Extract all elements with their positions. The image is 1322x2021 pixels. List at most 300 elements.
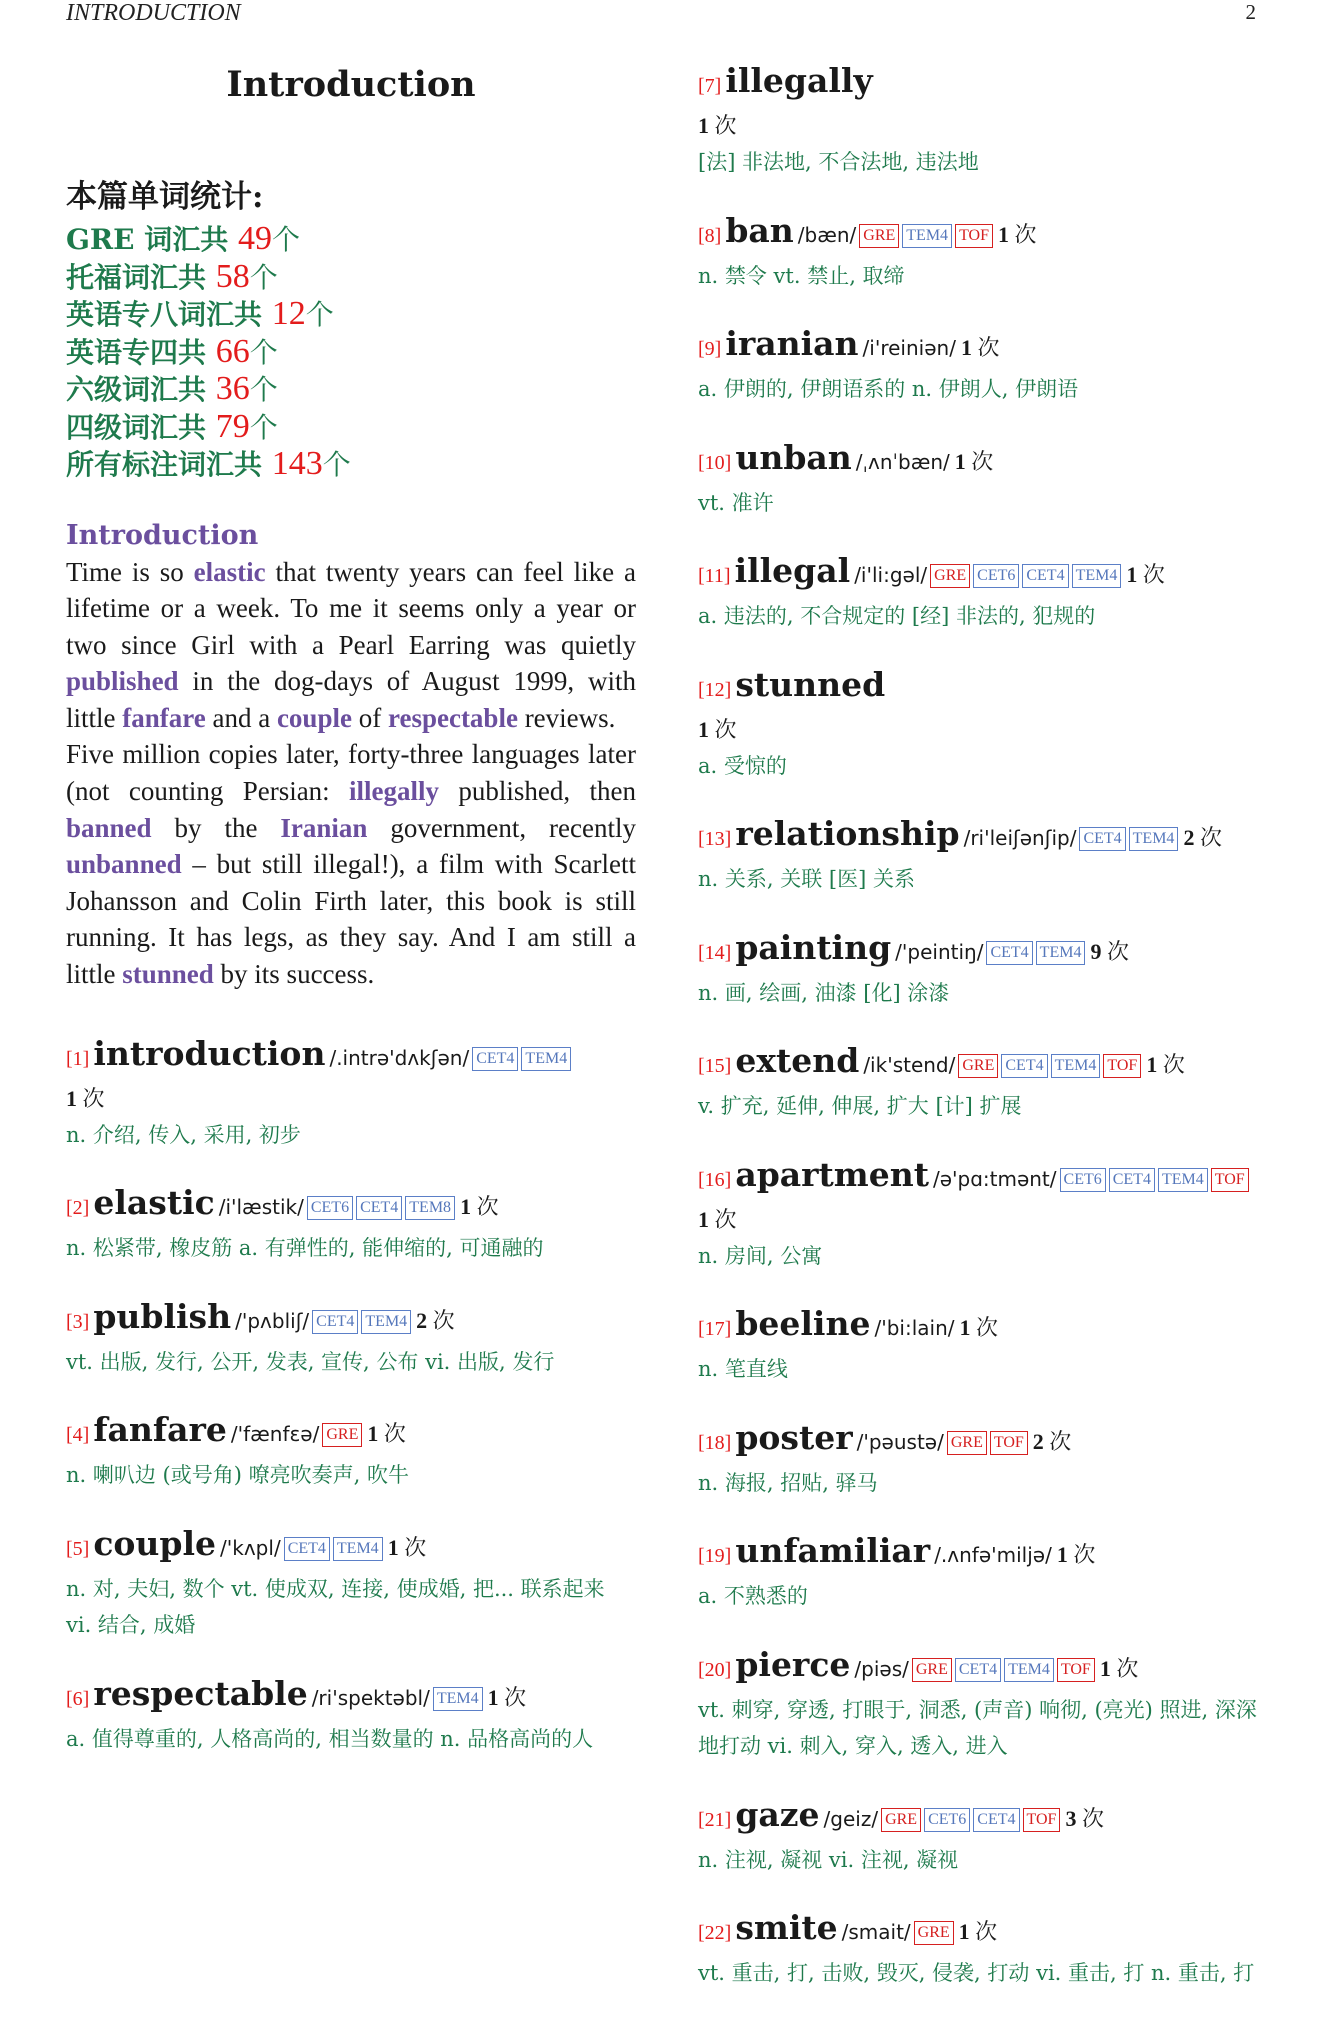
entry-head (698, 550, 1270, 598)
count-unit: 次 (1162, 1052, 1185, 1077)
vocab-entry (698, 1417, 1270, 1502)
stats-row (66, 259, 636, 297)
entry-number: [21] (698, 1808, 732, 1831)
entry-number: [8] (698, 224, 722, 247)
passage-segment: Five million copies later, forty-three languages later (not counting Persian: (66, 739, 636, 807)
stats-unit: 个 (272, 223, 301, 256)
exam-tag: GRE (930, 564, 970, 588)
exam-tag: CET6 (924, 1808, 970, 1832)
headword[interactable]: fanfare (93, 1410, 227, 1450)
definition: vt. 准许 (698, 490, 774, 515)
headword[interactable]: poster (735, 1417, 853, 1457)
stats-unit: 个 (322, 448, 351, 481)
pronunciation: /i'læstik/ (218, 1195, 304, 1220)
passage-segment: by its success. (213, 959, 375, 990)
occurrence-count (1057, 1542, 1096, 1567)
headword[interactable]: ban (725, 210, 794, 250)
headword[interactable]: stunned (735, 664, 886, 704)
entry-head (66, 1409, 636, 1457)
occurrence-count (1126, 562, 1165, 587)
exam-tag: TOF (1057, 1658, 1095, 1682)
stats-title: 本篇单词统计: (66, 179, 264, 215)
stats-count: 143 (271, 445, 323, 482)
stats-row (66, 409, 636, 447)
entry-number: [19] (698, 1545, 732, 1567)
count-value: 1 (387, 1534, 399, 1560)
exam-tag: TEM4 (1004, 1658, 1054, 1682)
highlighted-word[interactable]: respectable (387, 702, 518, 733)
occurrence-count (367, 1421, 406, 1446)
headword[interactable]: illegal (734, 551, 851, 590)
vocab-entry (698, 1530, 1270, 1615)
stats-label: 所有标注词汇共 (66, 448, 263, 481)
entry-number: [14] (698, 941, 732, 964)
count-unit: 次 (971, 448, 994, 474)
stats-row (66, 221, 636, 259)
entry-head (698, 323, 1270, 371)
entry-head (698, 210, 1270, 258)
entry-head (698, 1530, 1270, 1578)
vocab-entry (698, 550, 1270, 635)
occurrence-count (1183, 825, 1222, 850)
entry-number: [10] (698, 451, 732, 474)
occurrence-count (460, 1194, 499, 1219)
headword[interactable]: unfamiliar (735, 1531, 931, 1570)
entry-head (66, 1182, 636, 1230)
vocab-entry (66, 1523, 636, 1644)
definition: n. 松紧带, 橡皮筋 a. 有弹性的, 能伸缩的, 可通融的 (66, 1236, 544, 1261)
occurrence-count (1033, 1429, 1072, 1454)
definition: n. 关系, 关联 [医] 关系 (698, 867, 915, 891)
headword[interactable]: publish (93, 1296, 232, 1336)
vocab-entry (66, 1182, 636, 1267)
vocab-entry (698, 664, 1270, 785)
definition: n. 禁令 vt. 禁止, 取缔 (698, 263, 905, 288)
entry-number: [7] (698, 75, 722, 97)
passage-segment: published, then (439, 776, 636, 807)
exam-tag: CET4 (986, 941, 1032, 965)
headword[interactable]: iranian (725, 324, 859, 363)
exam-tag: CET4 (1079, 827, 1125, 851)
stats-label: 四级词汇共 (66, 410, 207, 444)
definition: n. 房间, 公寓 (698, 1243, 823, 1268)
count-unit: 次 (975, 1315, 998, 1340)
definition: a. 值得尊重的, 人格高尚的, 相当数量的 n. 品格高尚的人 (66, 1726, 594, 1751)
count-unit: 次 (1049, 1428, 1072, 1454)
stats-count: 58 (215, 257, 250, 295)
pronunciation: /i'reiniən/ (862, 336, 956, 360)
occurrence-count (388, 1535, 427, 1560)
exam-tag: GRE (912, 1658, 952, 1682)
entry-head (698, 60, 1270, 108)
definition: n. 海报, 招贴, 驿马 (698, 1470, 878, 1495)
entry-number: [13] (698, 828, 732, 850)
highlighted-word[interactable]: published (66, 666, 179, 697)
stats-count: 49 (238, 220, 273, 257)
headword[interactable]: respectable (93, 1673, 308, 1713)
vocab-entry (66, 1409, 636, 1494)
highlighted-word[interactable]: couple (276, 702, 352, 733)
count-value: 1 (960, 335, 972, 360)
highlighted-word[interactable]: illegally (349, 776, 440, 807)
stats-row (66, 446, 636, 484)
count-value: 1 (66, 1085, 77, 1111)
pronunciation: /'bi:lain/ (874, 1316, 955, 1340)
headword[interactable]: gaze (735, 1794, 820, 1834)
occurrence-count (955, 449, 994, 474)
count-value: 1 (998, 221, 1009, 247)
count-value: 1 (698, 113, 709, 138)
pronunciation: /'kʌpl/ (220, 1535, 281, 1560)
pronunciation: /'peintiŋ/ (895, 939, 984, 964)
vocab-entry (698, 1154, 1270, 1275)
entry-number: [5] (66, 1537, 90, 1560)
vocab-entry (66, 1673, 636, 1758)
exam-tag: CET4 (1001, 1054, 1047, 1078)
exam-tag: CET4 (472, 1047, 518, 1071)
definition: a. 违法的, 不合规定的 [经] 非法的, 犯规的 (698, 604, 1096, 628)
pronunciation: /.ʌnfə'miljə/ (934, 1543, 1052, 1567)
count-value: 2 (1032, 1428, 1044, 1454)
definition: a. 不熟悉的 (698, 1584, 808, 1608)
stats-label: 英语专四共 (66, 335, 207, 369)
vocab-entry (698, 1040, 1270, 1125)
pronunciation: /ri'spektəbl/ (311, 1685, 430, 1710)
entry-number: [9] (698, 338, 722, 360)
exam-tag: CET4 (955, 1658, 1001, 1682)
count-value: 1 (698, 1206, 709, 1232)
vocab-entry (698, 210, 1270, 295)
count-value: 2 (416, 1307, 428, 1333)
exam-tag: GRE (322, 1423, 362, 1447)
count-value: 1 (367, 1421, 379, 1447)
entry-head (66, 1033, 636, 1081)
occurrence-count (961, 335, 1000, 360)
passage-segment: – but still illegal!), a film with Scarlett Johansson and Colin Firth later, this book is still running. It has legs, as they say. And I am still a little (66, 849, 636, 990)
exam-tag: TEM4 (1036, 941, 1086, 965)
count-value: 9 (1090, 938, 1102, 964)
stats-label: 英语专八词汇共 (66, 298, 263, 331)
exam-tag: GRE (881, 1808, 921, 1832)
count-unit: 次 (1081, 1805, 1104, 1831)
definition: v. 扩充, 延伸, 伸展, 扩大 [计] 扩展 (698, 1094, 1022, 1118)
passage-text (66, 554, 636, 993)
count-unit: 次 (383, 1421, 406, 1447)
headword[interactable]: apartment (735, 1154, 929, 1194)
vocab-entry (66, 1033, 636, 1154)
occurrence-count (66, 1086, 105, 1111)
headword[interactable]: illegally (725, 61, 873, 100)
entry-head (698, 1907, 1270, 1955)
exam-tag: GRE (947, 1431, 987, 1455)
entry-number: [3] (66, 1310, 90, 1333)
occurrence-line (66, 1081, 636, 1117)
entry-head (698, 927, 1270, 975)
count-unit: 次 (714, 113, 737, 138)
count-unit: 次 (476, 1194, 499, 1220)
passage-segment: reviews. (517, 702, 616, 733)
exam-tag: TOF (1103, 1054, 1141, 1078)
entry-head (66, 1296, 636, 1344)
count-unit: 次 (1106, 938, 1129, 964)
count-unit: 次 (975, 1919, 998, 1944)
entry-number: [1] (66, 1047, 90, 1070)
pronunciation: /geiz/ (823, 1806, 879, 1831)
exam-tag: TEM8 (405, 1196, 455, 1220)
count-unit: 次 (714, 1206, 737, 1232)
definition: n. 喇叭边 (或号角) 嘹亮吹奏声, 吹牛 (66, 1463, 409, 1488)
vocab-entry (698, 323, 1270, 408)
entry-number: [22] (698, 1922, 732, 1944)
definition: n. 笔直线 (698, 1357, 788, 1381)
passage-heading: Introduction (66, 519, 259, 551)
occurrence-count (959, 1315, 998, 1340)
highlighted-word[interactable]: stunned (122, 959, 214, 990)
entry-number: [4] (66, 1424, 90, 1447)
passage-segment: that twenty years can feel like a lifetime or a week. To me it seems only a year or two since Girl with a Pearl Earring was quietly (66, 556, 636, 660)
stats-count: 36 (215, 370, 250, 407)
count-unit: 次 (404, 1534, 427, 1560)
entry-number: [12] (698, 678, 732, 701)
pronunciation: /ə'pɑ:tmənt/ (932, 1166, 1057, 1191)
entry-head (698, 813, 1270, 861)
stats-label: 托福词汇共 (66, 260, 207, 294)
stats-list (66, 221, 636, 484)
headword[interactable]: unban (735, 437, 852, 477)
entry-head (66, 1523, 636, 1571)
stats-row (66, 371, 636, 409)
count-unit: 次 (714, 716, 737, 742)
entry-head (698, 1644, 1270, 1692)
pronunciation: /.intrə'dʌkʃən/ (329, 1045, 470, 1070)
entry-number: [18] (698, 1431, 732, 1454)
exam-tag: CET6 (973, 564, 1019, 588)
right-column (698, 60, 1270, 2021)
count-value: 1 (954, 448, 966, 474)
headword[interactable]: extend (735, 1041, 860, 1080)
section-title: Introduction (226, 64, 476, 105)
headword[interactable]: smite (735, 1908, 838, 1947)
entry-head (698, 1040, 1270, 1088)
definition: vt. 出版, 发行, 公开, 发表, 宣传, 公布 vi. 出版, 发行 (66, 1349, 555, 1374)
pronunciation: /ˌʌnˈbæn/ (855, 449, 950, 474)
pronunciation: /ik'stend/ (863, 1053, 956, 1077)
count-unit: 次 (1014, 221, 1037, 247)
exam-tag: CET4 (356, 1196, 402, 1220)
headword[interactable]: pierce (735, 1644, 851, 1684)
exam-tag: TEM4 (1158, 1168, 1208, 1192)
entry-head (698, 664, 1270, 712)
highlighted-word[interactable]: unbanned (66, 849, 182, 880)
definition: vt. 重击, 打, 击败, 毁灭, 侵袭, 打动 vi. 重击, 打 n. 重击, 打 (698, 1961, 1255, 1985)
exam-tag: TOF (990, 1431, 1028, 1455)
stats-label: GRE 词汇共 (66, 223, 229, 256)
vocab-entry (698, 1303, 1270, 1388)
count-unit: 次 (1073, 1542, 1096, 1567)
count-value: 1 (460, 1194, 472, 1220)
entry-number: [17] (698, 1318, 732, 1340)
vocab-entry (698, 813, 1270, 898)
stats-count: 79 (215, 407, 250, 445)
vocab-entry (698, 1907, 1270, 1992)
occurrence-count (488, 1685, 527, 1710)
headword[interactable]: beeline (735, 1304, 871, 1343)
pronunciation: /i'li:gəl/ (854, 563, 928, 587)
exam-tag: CET6 (307, 1196, 353, 1220)
exam-tag: GRE (958, 1054, 998, 1078)
exam-tag: TOF (1211, 1168, 1249, 1192)
exam-tag: CET4 (1109, 1168, 1155, 1192)
vocab-entry (698, 437, 1270, 522)
entry-number: [2] (66, 1197, 90, 1220)
occurrence-line (698, 108, 1270, 144)
exam-tag: TEM4 (1051, 1054, 1101, 1078)
count-value: 3 (1065, 1805, 1077, 1831)
entry-head (66, 1673, 636, 1721)
exam-tag: TEM4 (1072, 564, 1122, 588)
pronunciation: /ri'leiʃənʃip/ (963, 826, 1077, 850)
pronunciation: /'fænfɛə/ (230, 1422, 320, 1447)
occurrence-line (698, 1202, 1270, 1238)
count-unit: 次 (1142, 562, 1165, 587)
definition: n. 画, 绘画, 油漆 [化] 涂漆 (698, 980, 950, 1005)
entry-number: [6] (66, 1687, 90, 1710)
count-unit: 次 (432, 1307, 455, 1333)
highlighted-word[interactable]: elastic (193, 556, 266, 587)
exam-tag: TOF (1023, 1808, 1061, 1832)
count-value: 1 (1126, 562, 1138, 587)
headword[interactable]: relationship (735, 814, 960, 853)
definition: a. 受惊的 (698, 753, 787, 778)
definition: [法] 非法地, 不合法地, 违法地 (698, 150, 979, 174)
exam-tag: TEM4 (521, 1047, 571, 1071)
passage-segment: and a (205, 702, 277, 733)
highlighted-word[interactable]: fanfare (122, 702, 206, 733)
count-value: 2 (1183, 825, 1195, 850)
stats-label: 六级词汇共 (66, 373, 207, 406)
exam-tag: CET4 (1022, 564, 1068, 588)
exam-tag: TEM4 (333, 1537, 383, 1561)
stats-unit: 个 (249, 260, 278, 294)
count-value: 1 (1146, 1052, 1158, 1077)
exam-tag: TEM4 (1129, 827, 1179, 851)
headword[interactable]: couple (93, 1523, 217, 1563)
occurrence-count (698, 113, 737, 138)
highlighted-word[interactable]: banned (66, 812, 152, 843)
occurrence-count (698, 1207, 737, 1232)
passage-segment: by the (151, 812, 281, 843)
exam-tag: GRE (859, 224, 899, 248)
entry-number: [15] (698, 1055, 732, 1077)
stats-unit: 个 (305, 298, 334, 331)
vocab-list-left (66, 1033, 636, 1758)
entry-head (698, 1417, 1270, 1465)
exam-tag: CET4 (284, 1537, 330, 1561)
count-value: 1 (1099, 1655, 1111, 1681)
count-unit: 次 (977, 335, 1000, 360)
exam-tag: CET6 (1060, 1168, 1106, 1192)
vocab-entry (698, 1644, 1270, 1765)
definition: n. 注视, 凝视 vi. 注视, 凝视 (698, 1847, 959, 1872)
stats-count: 12 (271, 295, 306, 332)
entry-number: [16] (698, 1168, 732, 1191)
definition: a. 伊朗的, 伊朗语系的 n. 伊朗人, 伊朗语 (698, 377, 1079, 401)
pronunciation: /piəs/ (854, 1656, 909, 1681)
occurrence-line (698, 712, 1270, 748)
exam-tag: GRE (914, 1921, 954, 1945)
vocab-entry (66, 1296, 636, 1381)
count-value: 1 (1056, 1542, 1068, 1567)
definition: n. 对, 夫妇, 数个 vt. 使成双, 连接, 使成婚, 把... 联系起来 vi. 结合, 成婚 (66, 1576, 605, 1638)
entry-head (698, 437, 1270, 485)
count-value: 1 (487, 1684, 499, 1710)
word-stats (66, 177, 636, 484)
stats-row (66, 334, 636, 372)
count-unit: 次 (504, 1684, 527, 1710)
occurrence-count (959, 1919, 998, 1944)
occurrence-count (698, 717, 737, 742)
passage-segment: government, recently (367, 812, 636, 843)
occurrence-count (1146, 1052, 1185, 1077)
passage-segment: in the dog-days of August 1999, with little (66, 666, 636, 733)
entry-head (698, 1154, 1270, 1202)
passage-segment: of (351, 702, 388, 733)
occurrence-count (1100, 1656, 1139, 1681)
definition: n. 介绍, 传入, 采用, 初步 (66, 1122, 301, 1147)
vocab-entry (698, 927, 1270, 1012)
count-unit: 次 (1116, 1655, 1139, 1681)
vocab-entry (698, 60, 1270, 181)
headword[interactable]: introduction (93, 1033, 326, 1073)
occurrence-count (416, 1308, 455, 1333)
pronunciation: /'pəustə/ (856, 1429, 944, 1454)
page-number: 2 (1245, 0, 1256, 24)
count-value: 1 (698, 716, 709, 742)
entry-number: [20] (698, 1658, 732, 1681)
passage-segment: Time is so (66, 556, 194, 587)
stats-row (66, 296, 636, 334)
stats-count: 66 (215, 332, 250, 370)
pronunciation: /smait/ (841, 1920, 911, 1944)
vocab-list-right (698, 60, 1270, 1992)
left-column (66, 60, 636, 1786)
definition: vt. 刺穿, 穿透, 打眼于, 洞悉, (声音) 响彻, (亮光) 照进, 深深地打动 vi. 刺入, 穿入, 透入, 进入 (698, 1697, 1257, 1758)
exam-tag: CET4 (973, 1808, 1019, 1832)
count-unit: 次 (82, 1085, 105, 1111)
entry-number: [11] (698, 565, 731, 587)
running-head: INTRODUCTION (66, 0, 241, 26)
exam-tag: CET4 (312, 1310, 358, 1334)
exam-tag: TEM4 (902, 224, 952, 248)
occurrence-count (1090, 939, 1129, 964)
occurrence-count (1065, 1806, 1104, 1831)
stats-unit: 个 (249, 410, 278, 444)
vocab-entry (698, 1794, 1270, 1879)
headword[interactable]: painting (735, 927, 892, 967)
highlighted-word[interactable]: Iranian (280, 812, 368, 843)
exam-tag: TOF (955, 224, 993, 248)
entry-head (698, 1303, 1270, 1351)
entry-head (698, 1794, 1270, 1842)
headword[interactable]: elastic (93, 1183, 215, 1223)
count-unit: 次 (1199, 825, 1222, 850)
stats-unit: 个 (249, 335, 278, 369)
pronunciation: /bæn/ (797, 222, 857, 247)
count-value: 1 (959, 1315, 971, 1340)
exam-tag: TEM4 (361, 1310, 411, 1334)
pronunciation: /'pʌbliʃ/ (235, 1308, 310, 1333)
stats-unit: 个 (249, 373, 278, 406)
